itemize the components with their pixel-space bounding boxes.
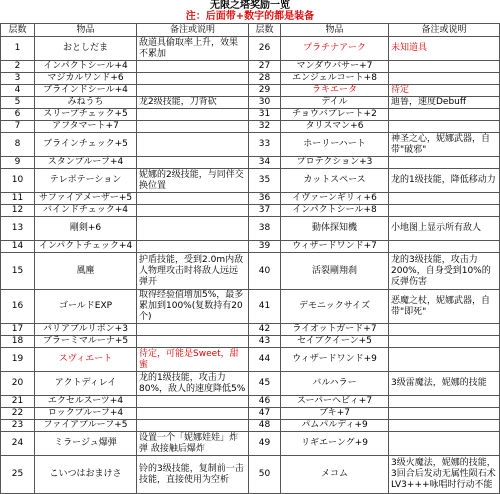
note-cell: 小地图上显示所有敌人 [389, 217, 500, 241]
table-row [1, 157, 500, 169]
floor-cell: 11 [1, 193, 35, 205]
floor-cell: 28 [249, 73, 281, 85]
floor-cell: 47 [249, 408, 281, 420]
floor-cell: 5 [1, 97, 35, 109]
item-cell: 風塵 [35, 253, 137, 290]
header-row [1, 24, 500, 37]
note-cell: 龙的3级技能，攻击力200%，自身受到10%的反弹伤害 [389, 253, 500, 290]
item-cell: こいつはおまけさ [35, 456, 137, 494]
table-row [1, 61, 500, 73]
item-cell: エクセルスーツ+4 [35, 396, 137, 408]
item-header: 物品 [281, 24, 389, 37]
note-cell [389, 241, 500, 253]
floor-cell: 34 [249, 157, 281, 169]
floor-cell: 46 [249, 396, 281, 408]
item-cell: ブラインドシール+4 [35, 85, 137, 97]
table-row [1, 193, 500, 205]
item-cell: ウィザードワンド+9 [281, 348, 389, 372]
floor-cell: 43 [249, 336, 281, 348]
note-cell: 铃的3级技能，复制前一击技能，直接使用为空析 [137, 456, 249, 494]
note-cell [137, 336, 249, 348]
table-row [1, 456, 500, 494]
item-cell: エンジェルコート+8 [281, 73, 389, 85]
floor-cell: 25 [1, 456, 35, 494]
floor-cell: 24 [1, 432, 35, 456]
item-cell: デイル [281, 97, 389, 109]
note-cell: 3级火魔法，妮娜的技能，3回合后发动无属性陨石术LV3+++咏唱时行动不能 [389, 456, 500, 494]
floor-cell: 17 [1, 324, 35, 336]
note-cell [389, 324, 500, 336]
note-cell [137, 61, 249, 73]
table-row [1, 169, 500, 193]
item-cell: おとしだま [35, 37, 137, 61]
item-cell: テレポテーション [35, 169, 137, 193]
item-cell: 活裂剛翔刹 [281, 253, 389, 290]
table-row [1, 121, 500, 133]
floor-cell: 38 [249, 217, 281, 241]
item-cell: ライオットガード+7 [281, 324, 389, 336]
floor-cell: 21 [1, 396, 35, 408]
note-cell [389, 396, 500, 408]
floor-cell: 48 [249, 420, 281, 432]
note-cell [389, 193, 500, 205]
item-cell: アクトディレイ [35, 372, 137, 396]
rewards-table [0, 23, 500, 494]
note-cell [389, 336, 500, 348]
floor-cell: 33 [249, 133, 281, 157]
item-cell: ブラーミマルーナ+5 [35, 336, 137, 348]
note-cell [137, 241, 249, 253]
floor-cell: 27 [249, 61, 281, 73]
note-cell: 未知道具 [389, 37, 500, 61]
note-cell [389, 408, 500, 420]
floor-cell: 36 [249, 193, 281, 205]
note-cell [137, 85, 249, 97]
note-cell [137, 133, 249, 157]
note-cell: 妮娜的2级技能，与同伴交换位置 [137, 169, 249, 193]
item-cell: スリープチェック+5 [35, 109, 137, 121]
table-body [1, 37, 500, 494]
floor-cell: 23 [1, 420, 35, 432]
floor-cell: 30 [249, 97, 281, 109]
note-header: 备注或说明 [389, 24, 500, 37]
item-cell: サファイアメーザー+5 [35, 193, 137, 205]
note-cell: 迪鲁，速度Debuff [389, 97, 500, 109]
note-cell [137, 121, 249, 133]
table-row [1, 372, 500, 396]
item-cell: ファイアプルーフ+5 [35, 420, 137, 432]
floor-cell: 49 [249, 432, 281, 456]
floor-cell: 42 [249, 324, 281, 336]
table-row [1, 73, 500, 85]
item-cell: カットスペース [281, 169, 389, 193]
note-cell: 护盾技能，受到2.0m内敌人物理攻击时将敌人远远弹开 [137, 253, 249, 290]
item-cell: インパクトシール+8 [281, 205, 389, 217]
item-cell: ブキ+7 [281, 408, 389, 420]
item-cell: セイブクイーン+5 [281, 336, 389, 348]
floor-cell: 6 [1, 109, 35, 121]
item-cell: デモニックサイズ [281, 290, 389, 324]
item-cell: プロテクション+3 [281, 157, 389, 169]
floor-cell: 2 [1, 61, 35, 73]
note-header: 备注或说明 [137, 24, 249, 37]
floor-cell: 4 [1, 85, 35, 97]
item-cell: インパクトチェック+4 [35, 241, 137, 253]
floor-cell: 39 [249, 241, 281, 253]
item-cell: ラキエータ [281, 85, 389, 97]
item-cell: スーパーヘビィ+7 [281, 396, 389, 408]
note-cell [389, 348, 500, 372]
floor-cell: 15 [1, 253, 35, 290]
item-cell: マジカルワンド+6 [35, 73, 137, 85]
note-cell [137, 73, 249, 85]
table-row [1, 432, 500, 456]
table-row [1, 396, 500, 408]
item-cell: メコム [281, 456, 389, 494]
table-row [1, 241, 500, 253]
item-cell: マンダウバサー+7 [281, 61, 389, 73]
floor-cell: 32 [249, 121, 281, 133]
floor-cell: 10 [1, 169, 35, 193]
note-cell: 神圣之心，妮娜武器，自带"破邪" [389, 133, 500, 157]
note-cell [389, 157, 500, 169]
floor-cell: 13 [1, 217, 35, 241]
item-cell: スタンプルーフ+4 [35, 157, 137, 169]
note-cell [137, 420, 249, 432]
table-row [1, 290, 500, 324]
floor-cell: 29 [249, 85, 281, 97]
note-cell: 龙的1级技能，降低移动力 [389, 169, 500, 193]
item-cell: 剛剣+6 [35, 217, 137, 241]
item-header: 物品 [35, 24, 137, 37]
table-row [1, 420, 500, 432]
sheet-note: 注：后面带+数字的都是装备 [185, 11, 315, 22]
floor-cell: 1 [1, 37, 35, 61]
note-cell: 设置一个「妮娜娃娃」炸弹 敌接触后爆炸 [137, 432, 249, 456]
note-cell: 龙2级技能，刀背砍 [137, 97, 249, 109]
floor-header: 层数 [249, 24, 281, 37]
note-cell: 龙的1级技能，攻击力80%，敌人的速度降低5% [137, 372, 249, 396]
table-row [1, 85, 500, 97]
item-cell: ミラージュ爆弾 [35, 432, 137, 456]
note-cell [137, 205, 249, 217]
item-cell: バインドチェック+4 [35, 205, 137, 217]
note-cell: 敌道具偷取率上升，效果不累加 [137, 37, 249, 61]
floor-cell: 8 [1, 133, 35, 157]
note-cell [137, 109, 249, 121]
table-row [1, 109, 500, 121]
item-cell: プラチナアーク [281, 37, 389, 61]
item-cell: ゴールドEXP [35, 290, 137, 324]
note-cell [389, 109, 500, 121]
floor-cell: 37 [249, 205, 281, 217]
item-cell: ウィザードワンド+7 [281, 241, 389, 253]
note-cell [137, 408, 249, 420]
item-cell: ロックプルーフ+4 [35, 408, 137, 420]
note-cell: 待定，可能是Sweet，甜蜜 [137, 348, 249, 372]
item-cell: アフタマート+7 [35, 121, 137, 133]
floor-header: 层数 [1, 24, 35, 37]
table-row [1, 348, 500, 372]
table-row [1, 97, 500, 109]
item-cell: パムパルディ+9 [281, 420, 389, 432]
item-cell: みねうち [35, 97, 137, 109]
note-cell [137, 324, 249, 336]
sheet-title: 无限之塔奖励一览 [210, 0, 290, 11]
floor-cell: 31 [249, 109, 281, 121]
table-row [1, 37, 500, 61]
item-cell: 動体探知機 [281, 217, 389, 241]
note-cell [389, 420, 500, 432]
item-cell: パリアブルリボン+3 [35, 324, 137, 336]
note-cell [137, 217, 249, 241]
item-cell: ブラインチェック+5 [35, 133, 137, 157]
note-cell: 取得经验值增加5%，最多累加到100%(复数持有20个) [137, 290, 249, 324]
floor-cell: 12 [1, 205, 35, 217]
table-row [1, 253, 500, 290]
floor-cell: 45 [249, 372, 281, 396]
table-row [1, 205, 500, 217]
table-row [1, 336, 500, 348]
item-cell: イヴァーンギリィ+6 [281, 193, 389, 205]
floor-cell: 18 [1, 336, 35, 348]
floor-cell: 50 [249, 456, 281, 494]
item-cell: スヴィエート [35, 348, 137, 372]
note-cell [389, 121, 500, 133]
item-cell: リギエーング+9 [281, 432, 389, 456]
floor-cell: 35 [249, 169, 281, 193]
note-cell: 恶魔之杖，妮娜武器，自带"即死" [389, 290, 500, 324]
note-cell [137, 157, 249, 169]
item-cell: インパクトシール+4 [35, 61, 137, 73]
floor-cell: 22 [1, 408, 35, 420]
floor-cell: 40 [249, 253, 281, 290]
table-row [1, 408, 500, 420]
floor-cell: 3 [1, 73, 35, 85]
item-cell: タリスマン+6 [281, 121, 389, 133]
note-cell [389, 73, 500, 85]
item-cell: ホーリーハート [281, 133, 389, 157]
note-cell [389, 61, 500, 73]
note-cell [389, 205, 500, 217]
table-row [1, 324, 500, 336]
floor-cell: 26 [249, 37, 281, 61]
table-row [1, 217, 500, 241]
item-cell: バルハラー [281, 372, 389, 396]
note-cell [137, 396, 249, 408]
item-cell: チョウバプレート+2 [281, 109, 389, 121]
note-cell [389, 432, 500, 456]
floor-cell: 20 [1, 372, 35, 396]
floor-cell: 41 [249, 290, 281, 324]
floor-cell: 14 [1, 241, 35, 253]
floor-cell: 9 [1, 157, 35, 169]
floor-cell: 7 [1, 121, 35, 133]
note-cell [137, 193, 249, 205]
floor-cell: 44 [249, 348, 281, 372]
note-cell: 待定 [389, 85, 500, 97]
floor-cell: 16 [1, 290, 35, 324]
table-row [1, 133, 500, 157]
floor-cell: 19 [1, 348, 35, 372]
note-cell: 3级雷魔法，妮娜的技能 [389, 372, 500, 396]
